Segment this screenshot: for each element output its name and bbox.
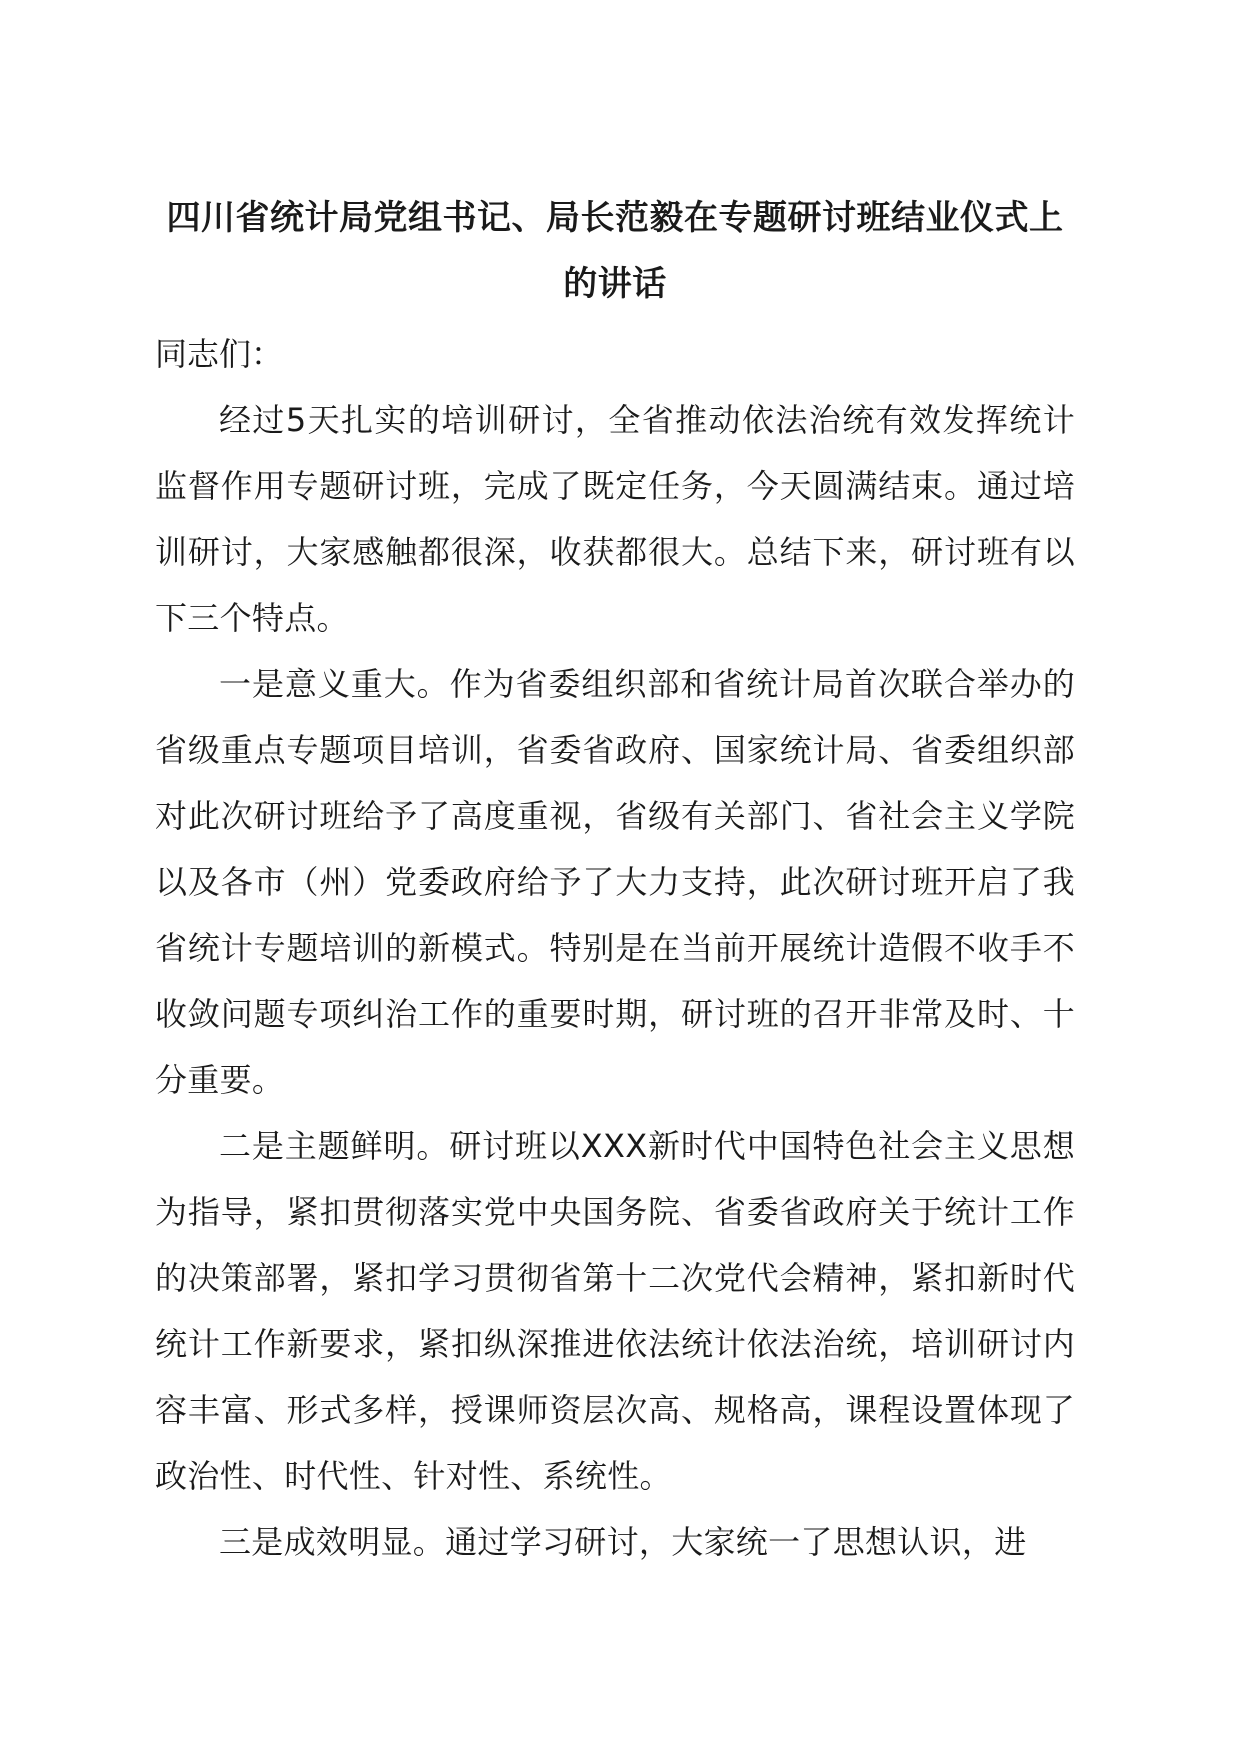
- paragraph-point-one: 一是意义重大。作为省委组织部和省统计局首次联合举办的省级重点专题项目培训，省委省政府、国家统计局、省委组织部对此次研讨班给予了高度重视，省级有关部门、省社会主义学院以及各市（州）党委政府给予了大力支持，此次研讨班开启了我省统计专题培训的新模式。特别是在当前开展统计造假不收手不收敛问题专项纠治工作的重要时期，研讨班的召开非常及时、十分重要。: [155, 665, 1075, 1099]
- paragraph-intro: 经过5天扎实的培训研讨，全省推动依法治统有效发挥统计监督作用专题研讨班，完成了既定任务，今天圆满结束。通过培训研讨，大家感触都很深，收获都很大。总结下来，研讨班有以下三个特点。: [155, 401, 1075, 637]
- paragraph-point-three: 三是成效明显。通过学习研讨，大家统一了思想认识，进: [219, 1523, 1027, 1561]
- document-body: [155, 185, 1075, 1575]
- document-title: 四川省统计局党组书记、局长范毅在专题研讨班结业仪式上的讲话: [166, 198, 1064, 304]
- salutation: 同志们：: [155, 335, 284, 373]
- paragraph-point-two: 二是主题鲜明。研讨班以XXX新时代中国特色社会主义思想为指导，紧扣贯彻落实党中央国务院、省委省政府关于统计工作的决策部署，紧扣学习贯彻省第十二次党代会精神，紧扣新时代统计工作新要求，紧扣纵深推进依法统计依法治统，培训研讨内容丰富、形式多样，授课师资层次高、规格高，课程设置体现了政治性、时代性、针对性、系统性。: [155, 1127, 1075, 1495]
